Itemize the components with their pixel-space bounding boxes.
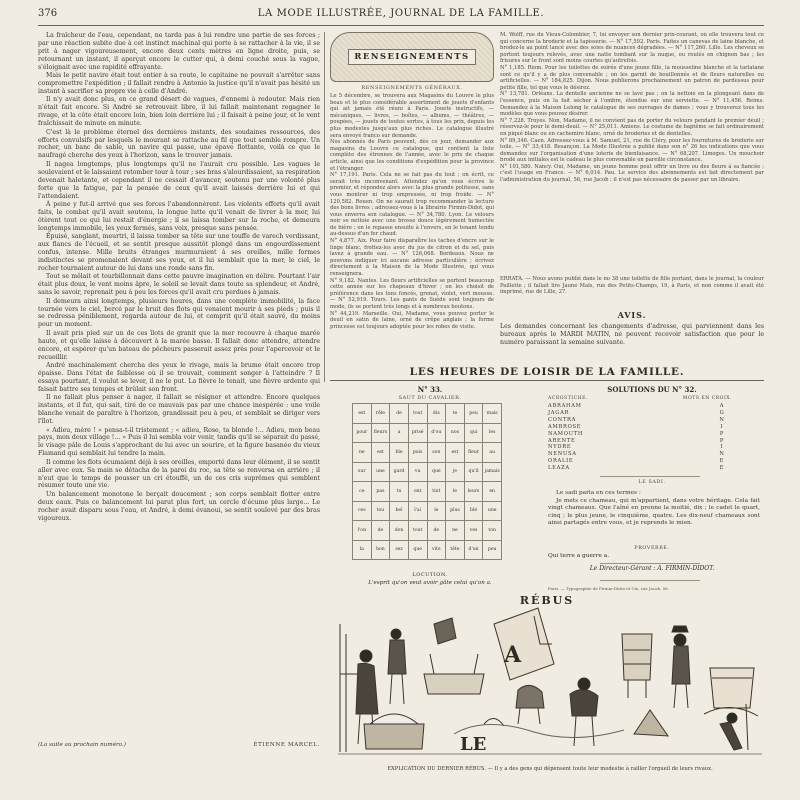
- acrostic-word: LEAZA: [548, 465, 570, 472]
- acrostic-word: NYDRE: [548, 444, 572, 451]
- proverbe-text: Qui terre a guerre a.: [548, 553, 610, 559]
- rebus-sketch: [727, 713, 737, 723]
- grid-cell: est: [371, 443, 390, 463]
- grid-row: [353, 521, 502, 541]
- rebus-sketch: [592, 716, 594, 746]
- cross-letter: P: [719, 430, 725, 437]
- acrostic-row: [548, 444, 762, 451]
- story-paragraph: La fraîcheur de l'eau, cependant, ne tarda pas à lui rendre une partie de ses forces ; par une réaction subite due à cet instinct machinal qui porte à se rattacher à la vie, il se prit à nager vigoureusement, encore deux cents mètres en ligne droite, puis, se retournant un instant, il aperçut encore le cutter qui, à demi couché sous la vague, s'éloignait avec une rapidité effrayante.: [38, 32, 320, 71]
- grid-cell: pas: [371, 482, 390, 502]
- story-paragraph: André machinalement chercha des yeux le rivage, mais la brume était encore trop épaisse. Dans l'état de faiblesse où il se trouvait, comment songer à l'atteindre ? Il essaya pourtant, il voulut se lever, il ne le put. La fièvre le tenait, une fièvre ardente qui faisait battre ses tempes et brûlait son front.: [38, 362, 320, 393]
- grid-cell: te: [446, 404, 465, 424]
- grid-cell: prisé: [408, 423, 427, 443]
- grid-cell: vite: [427, 540, 446, 560]
- grid-cell: une: [483, 501, 502, 521]
- grid-cell: l'on: [353, 521, 372, 541]
- section-rule: [330, 380, 764, 381]
- solutions-title: SOLUTIONS DU N° 32.: [607, 385, 697, 394]
- renseignements-subtitle: RENSEIGNEMENTS GÉNÉRAUX.: [361, 85, 463, 91]
- grid-cell: son: [427, 443, 446, 463]
- grid-cell: puis: [408, 443, 427, 463]
- rebus-sketch: [358, 714, 360, 744]
- renseignements-banner: [330, 32, 494, 82]
- grid-cell: en: [483, 482, 502, 502]
- renseignements-paragraph: M. Wolff, rue du Vieux-Colombier, 7, lui envoyer son dernier prix-courant, où elle trouvera tout ce qui concerne la broderie et la tapisserie. — N° 17,592. Paris. Faites un canevas de laine blanche, et brodez-le au point lancé avec des soies de nuances dégradées. — N° 117,260. Lille. Les cheveux se portent toujours relevés, avec une natte tombant sur la nuque, ou roulés en chignon bas ; les frisures sur le front sont moins courtes qu'autrefois.: [500, 32, 764, 65]
- saut-cavalier-title: SAUT DU CAVALIER.: [398, 395, 462, 401]
- acrostic-word: ORALIE: [548, 458, 574, 465]
- grid-cell: la: [353, 540, 372, 560]
- rebus-sketch: [674, 684, 676, 708]
- rebus-title: RÉBUS: [519, 594, 575, 607]
- avis-title: AVIS.: [617, 310, 647, 320]
- proverbe-title: PROVERBE.: [634, 546, 670, 551]
- acrostic-word: CONTRA: [548, 416, 577, 423]
- rebus-sketch: [672, 626, 688, 632]
- grid-cell: peu: [483, 540, 502, 560]
- rebus-sketch: [516, 685, 544, 708]
- grid-cell: tête: [446, 540, 465, 560]
- renseignements-paragraph: N° 101,580. Nancy. Oui, Madame, un jeune homme peut offrir un livre ou des fleurs à sa fiancée ; c'est l'usage en France. — N° 6,014. Pau. Le service des abonnements est fait directement par l'administration du journal, 56, rue Jacob ; il n'est pas nécessaire de passer par un libraire.: [500, 163, 764, 184]
- grid-cell: sur: [353, 462, 372, 482]
- grid-cell: les: [483, 423, 502, 443]
- grid-cell: ne: [353, 443, 372, 463]
- story-paragraph: Un balancement monotone le berçait doucement ; son corps semblait flotter entre deux eaux. Puis ce balancement lui parut plus fort, un cercle d'écume plus large... Le rocher avait disparu sous l'eau, et André, à demi évanoui, se sentit soulevé par des bras vigoureux.: [38, 490, 320, 522]
- story-paragraph: Il comme les flots écumaient déjà à ses oreilles, emporté dans leur élément, il se sentit aller avec eux. Sa main se détacha de la paroi du roc, sa tête se renversa en arrière ; il n'eut que le temps de pousser un cri étouffé, un de ces cris suprêmes qui semblent résumer toute une vie.: [38, 458, 320, 490]
- rebus-sketch: [720, 722, 742, 750]
- rebus-sketch: [430, 654, 434, 674]
- grid-cell: jamais: [483, 462, 502, 482]
- sadi-title: LE SADI.: [638, 480, 666, 485]
- grid-cell: don: [390, 521, 409, 541]
- rebus-sketch: [622, 634, 652, 680]
- rebus-sketch: [578, 678, 590, 690]
- grid-cell: est: [446, 443, 465, 463]
- sadi-text: [548, 490, 760, 528]
- cross-letter: N: [719, 451, 725, 458]
- separator: [600, 563, 700, 564]
- story-paragraph: Tout se mêlait et tourbillonnait dans cette pauvre imagination en délire. Pourtant l'air était plus doux, le vent moins âpre, le soleil se levait dans toute sa splendeur, et André, sans le savoir, reprenait peu à peu les forces qu'il avait cru perdues à jamais.: [38, 273, 320, 297]
- grid-cell: tout: [408, 404, 427, 424]
- acrostic-row: [548, 424, 762, 431]
- renseignements-paragraph: Nos abonnés de Paris peuvent, dès ce jour, demander aux magasins du Louvre ce catalogue, qui contient la liste complète des étrennes de l'année, avec le prix de chaque article, ainsi que les conditions d'expédition pour la province et l'étranger.: [330, 139, 494, 172]
- acrostic-row: [548, 458, 762, 465]
- grid-cell: plus: [446, 501, 465, 521]
- grid-cell: de: [371, 521, 390, 541]
- rebus-sketch: [474, 654, 478, 674]
- cross-letter: N: [719, 416, 725, 423]
- grid-row: [353, 423, 502, 443]
- grid-cell: ces: [353, 501, 372, 521]
- grid-cell: au: [483, 443, 502, 463]
- rebus-sketch: [390, 674, 392, 704]
- rebus-sketch: [402, 674, 404, 704]
- cross-letter: G: [719, 409, 725, 416]
- renseignements-paragraph: N° 9,182. Nantes. Les fleurs artificielles se portent beaucoup cette année sur les chapeaux d'hiver ; on les choisit de préférence dans les tons foncés, grenat, violet, vert mousse. — N° 52,919. Tours. Les gants de Suède sont toujours de mode, ils se portent très longs et à nombreux boutons.: [330, 277, 494, 310]
- grid-cell: a: [390, 423, 409, 443]
- grid-cell: bon: [371, 540, 390, 560]
- acrostic-row: [548, 403, 762, 410]
- grid-cell: vu: [408, 462, 427, 482]
- renseignements-column: [330, 32, 494, 376]
- locution-title: LOCUTION.: [412, 572, 448, 578]
- rebus-letter-a: A: [504, 642, 522, 668]
- cross-letter: E: [719, 465, 725, 472]
- avis-block: [500, 310, 764, 347]
- grid-cell: je: [446, 462, 465, 482]
- rebus-sketch: [388, 640, 406, 674]
- grid-cell: nos: [446, 423, 465, 443]
- rebus-sketch: [364, 724, 424, 749]
- rebus-explication: EXPLICATION DU DERNIER RÉBUS. — Il y a des gens qui dépensent toute leur modestie à railler l'orgueil de leurs rivaux.: [387, 766, 713, 772]
- acrostic-header-right: MOTS EN CROIX.: [682, 396, 732, 401]
- grid-cell: tout: [408, 521, 427, 541]
- renseignements-paragraph: N° 89,346. Caen. Adressez-vous à M. Samuel, 21, rue de Cléry, pour les fournitures de broderie sur toile. — N° 33,418. Besançon. La Mode Illustrée a publié dans son n° 26 les indications que vous demandez sur l'organisation d'une loterie de bienfaisance. — N° 68,207. Limoges. Un mouchoir brodé aux initiales est le cadeau le plus convenable en pareille circonstance.: [500, 137, 764, 164]
- story-paragraph: Il avait pris pied sur un de ces îlots de granit que la mer recouvre à chaque marée haute, et qu'elle laisse à découvert à la marée basse. Il fallait donc attendre, attendre encore, et espérer qu'un bateau de pêcheurs passerait assez près pour l'apercevoir et le recueillir.: [38, 329, 320, 361]
- grid-cell: ton: [483, 521, 502, 541]
- renseignements-title: RENSEIGNEMENTS: [348, 49, 475, 65]
- grid-cell: tou: [371, 501, 390, 521]
- acrostic-header: [548, 396, 762, 401]
- grid-row: [353, 404, 502, 424]
- story-paragraph: Il demeura ainsi longtemps, plusieurs heures, dans une complète immobilité, la face tournée vers le ciel, bercé par le bruit des flots qui venaient mourir à ses pieds ; puis il se redressa péniblement, regarda autour de lui, et comprit qu'il était sauvé, du moins pour un moment.: [38, 297, 320, 329]
- cross-letter: A: [719, 403, 725, 409]
- continued-note: (La suite au prochain numéro.): [38, 742, 126, 748]
- acrostic-word: NAMOUTH: [548, 430, 584, 437]
- grid-cell: une: [371, 462, 390, 482]
- rebus-sketch: [710, 668, 754, 708]
- acrostic-row: [548, 410, 762, 417]
- cross-letter: I: [720, 444, 724, 451]
- grid-cell: l'ai: [408, 501, 427, 521]
- journal-title: LA MODE ILLUSTRÉE, JOURNAL DE LA FAMILLE.: [257, 8, 545, 19]
- knight-tour-grid: [352, 403, 502, 560]
- printer-line: Paris. — Typographie de Firmin-Didot et Cie, rue Jacob, 56.: [548, 586, 669, 591]
- grid-cell: de: [390, 404, 409, 424]
- acrostic-header-left: ACROSTICHE.: [548, 396, 588, 401]
- acrostic-word: ABRAHAM: [548, 403, 582, 409]
- renseignements-text: [330, 93, 494, 330]
- grid-row: [353, 482, 502, 502]
- grid-cell: sez: [390, 540, 409, 560]
- grid-cell: gard: [390, 462, 409, 482]
- acrostic-word: NENUSA: [548, 451, 577, 458]
- rebus-sketch: [570, 689, 598, 716]
- grid-cell: dis: [427, 404, 446, 424]
- grid-row: [353, 443, 502, 463]
- grid-cell: blé: [464, 501, 483, 521]
- grid-cell: le: [427, 501, 446, 521]
- rebus-sketch: [424, 674, 484, 694]
- acrostic-row: [548, 431, 762, 438]
- grid-cell: fleur: [464, 443, 483, 463]
- grid-row: [353, 540, 502, 560]
- story-paragraph: « Adieu, mère ! » pensa-t-il tristement ; « adieu, Rose, ta blonde !... Adieu, mon beau pays, mon doux village !... » Puis il lui sembla voir venir, tandis qu'il se séparait du passé, le visage pâle de Louis s'approchant de lui avec un sourire, et la figure basanée du vieux Flamand qui semblait lui tendre la main.: [38, 426, 320, 458]
- grid-cell: que: [408, 540, 427, 560]
- rebus-illustration: [334, 604, 766, 764]
- acrostic-row: [548, 465, 762, 472]
- cross-letter: P: [719, 437, 725, 444]
- rebus-letters-le: LE: [460, 734, 487, 755]
- errata-notice: ERRATA. — Nous avons publié dans le no 38 une toilette de fille portant, dans le journal, la couleur Paillette ; il fallait lire Jaune Maïs, rue des Petits-Champs, 19, à Paris, et non comme il avait été imprimé, rue de Lille, 27.: [500, 276, 764, 296]
- grid-cell: mais: [483, 404, 502, 424]
- rebus-sketch: [674, 634, 686, 646]
- rebus-sketch: [634, 710, 668, 736]
- rebus-sketch: [370, 714, 418, 724]
- acrostic-word: JAGAR: [548, 409, 570, 416]
- grid-cell: ce: [353, 482, 372, 502]
- renseignements-paragraph: N° 13,781. Orléans. La dentelle ancienne ne se lave pas ; on la nettoie en la plongeant dans de l'essence, puis on la fait sécher à l'ombre, étendue sur une serviette. — N° 11,456. Reims. Demandez à la Maison Lelong le catalogue de ses ouvrages de dames ; vous y trouverez tous les modèles que vous pouvez désirer.: [500, 91, 764, 118]
- story-paragraph: Il nagea longtemps, plus longtemps qu'il ne l'aurait cru possible. Les vagues le soulevaient et le laissaient retomber tour à tour ; ses bras s'alourdissaient, sa respiration devenait haletante, et cependant il ne cessait d'avancer, soutenu par une volonté plus forte que la fatigue, par la pensée de ceux qu'il avait laissés derrière lui et qui l'attendaient.: [38, 160, 320, 200]
- renseignements-paragraph: N° 1,185. Riom. Pour les toilettes de soirée d'une jeune fille, la mousseline blanche et la tarlatane sont ce qu'il y a de plus convenable ; on les garnit de bouillonnés et de fleurs naturelles ou artificielles. — N° 184,825. Dijon. Nous publierons prochainement un patron de pardessus pour petite fille, tel que vous le désirez.: [500, 64, 764, 91]
- separator: [600, 476, 700, 477]
- grid-row: [353, 462, 502, 482]
- acrostic-rows: [548, 403, 762, 472]
- story-paragraph: À peine y fut-il arrivé que ses forces l'abandonnèrent. Les violents efforts qu'il avait faits, le combat qu'il avait soutenu, la longue lutte qu'il venait de livrer à la mer, lui ôtèrent tout ce qui lui restait d'énergie ; il se laissa tomber sur la roche, et demeura longtemps immobile, les yeux fermés, sans voix, presque sans pensée.: [38, 201, 320, 232]
- rebus-sketch: [434, 618, 456, 644]
- story-paragraph: Épuisé, sanglant, meurtri, il laissa tomber sa tête sur une touffe de varech verdissant, aux flancs de l'écueil, et se sentit presque aussitôt plongé dans un engourdissement confus, intense. Mille bruits étranges murmuraient à ses oreilles, mille formes indistinctes se promenaient devant ses yeux, et il lui semblait que la mer, le ciel, le rocher tournaient autour de lui dans une ronde sans fin.: [38, 233, 320, 272]
- cross-letter: I: [720, 423, 724, 430]
- grid-cell: tint: [427, 482, 446, 502]
- rebus-sketch: [360, 650, 372, 662]
- director-signature: Le Directeur-Gérant : A. FIRMIN-DIDOT.: [589, 565, 715, 572]
- feuilleton-story: [38, 32, 320, 756]
- story-paragraph: Il n'y avait donc plus, en ce grand désert de vagues, d'ennemi à redouter. Mais rien n'était fait encore. Si André se retrouvait libre, il lui fallait maintenant regagner le rivage, et la côte était encore loin, bien loin derrière lui ; il faisait à peine jour, et le vent fraîchissait de minute en minute.: [38, 96, 320, 128]
- story-paragraph: C'est là le problème éternel des dernières instants, des soudaines ressources, des efforts convulsifs par lesquels le mourant se rattache au fil que tout semble rompre. Un rocher, un banc de sable, un navire qui passe, une épave flottante, voilà ce que le naufragé cherche des yeux à l'horizon, sans le trouver jamais.: [38, 128, 320, 160]
- renseignements-paragraph: N° 7,228. Troyes. Non, Madame, il ne convient pas de porter du velours pendant le premier deuil ; réservez-le pour le demi-deuil. — N° 25,011. Amiens. Le costume de baptême se fait ordinairement en piqué blanc ou en cachemire blanc, orné de broderies et de dentelles.: [500, 117, 764, 137]
- grid-cell: leurs: [464, 482, 483, 502]
- rebus-sketch: [356, 663, 378, 714]
- rebus-sketch: [686, 684, 688, 708]
- rebus-sketch: [391, 629, 401, 639]
- grid-cell: d'un: [464, 540, 483, 560]
- grid-cell: ne: [446, 521, 465, 541]
- renseignements-paragraph: N° 17,191. Paris. Cela ne se fait pas du tout ; on écrit, ce serait très inconvenant. Attendez qu'on vous écrive le premier, et répondez alors avec la plus grande politesse, sans vous montrer ni trop empressée, ni trop froide. — N° 120,582. Rouen. On ne saurait trop recommander la lecture des bons livres ; adressez-vous à la librairie Firmin-Didot, qui vous enverra son catalogue. — N° 34,780. Lyon. Le velours noir se nettoie avec une brosse douce légèrement humectée de bière ; on le repasse ensuite à l'envers, en le tenant tendu au-dessus d'un fer chaud.: [330, 172, 494, 238]
- grid-cell: que: [427, 462, 446, 482]
- grid-cell: pour: [353, 423, 372, 443]
- acrostic-row: [548, 451, 762, 458]
- grid-cell: ble: [390, 443, 409, 463]
- column-divider: [324, 32, 325, 382]
- renseignements-paragraph: N° 4,877. Aix. Pour faire disparaître les taches d'encre sur le linge blanc, frottez-les avec du jus de citron et du sel, puis lavez à grande eau. — N° 126,068. Bordeaux. Nous ne pouvons indiquer ici aucune adresse particulière ; écrivez directement à la Maison de la Mode Illustrée, qui vous renseignera.: [330, 238, 494, 278]
- grid-cell: de: [427, 521, 446, 541]
- acrostic-word: ARENTE: [548, 437, 576, 444]
- rebus-sketch: [574, 716, 576, 746]
- acrostic-row: [548, 417, 762, 424]
- rebus-sketch: [518, 708, 520, 724]
- avis-text: Les demandes concernant les changements d'adresse, qui parviennent dans les bureaux après le MARDI MATIN, ne peuvent recevoir satisfaction que pour le numéro paraissant la semaine suivante.: [500, 323, 764, 346]
- grid-cell: le: [446, 482, 465, 502]
- story-paragraph: Il ne fallait plus penser à nager, il fallait se résigner et attendre. Encore quelques instants, et il fut, qui sait, tiré de ce mauvais pas par une chance inespérée : une voile blanche venait de paraître à l'horizon, grandissait peu à peu, et semblait se diriger vers l'îlot.: [38, 394, 320, 426]
- locution-text: L'esprit qu'on veut avoir gâte celui qu'on a.: [368, 580, 492, 586]
- grid-cell: tu: [390, 482, 409, 502]
- acrostic-row: [548, 438, 762, 445]
- page-number: 376: [38, 8, 58, 19]
- grid-row: [353, 501, 502, 521]
- grid-cell: qu'il: [464, 462, 483, 482]
- separator: [600, 580, 700, 581]
- grid-cell: peu: [464, 404, 483, 424]
- grid-cell: bel: [390, 501, 409, 521]
- grid-cell: ves: [464, 521, 483, 541]
- rebus-sketch: [538, 708, 540, 724]
- grid-cell: qui: [464, 423, 483, 443]
- author-signature: ÉTIENNE MARCEL.: [253, 742, 320, 748]
- grid-cell: ont: [408, 482, 427, 502]
- acrostic-solution: [548, 396, 762, 472]
- acrostic-word: AMBROSE: [548, 423, 582, 430]
- heures-loisir-title: LES HEURES DE LOISIR DE LA FAMILLE.: [409, 366, 685, 378]
- puzzle-number: N° 33.: [417, 385, 443, 394]
- rebus-sketch: [672, 646, 690, 684]
- cross-letter: E: [719, 458, 725, 465]
- page-header: [38, 8, 764, 26]
- grid-cell: fleurs: [371, 423, 390, 443]
- sadi-paragraph: Je mets ce chameau, qui m'appartient, dans votre héritage. Cela fait vingt chameaux. Que l'aîné en prenne la moitié, dix ; le cadet le quart, cinq ; le plus jeune, le cinquième, quatre. Les dix-neuf chameaux sont ainsi partagés entre vous, et je reprends le mien.: [548, 498, 760, 526]
- grid-cell: d'ou: [427, 423, 446, 443]
- renseignements-paragraph: Le 5 décembre, se trouvera aux Magasins du Louvre le plus beau et le plus considérable assortiment de jouets d'enfants qui ait jamais été réuni à Paris. Jouets instructifs, — mécaniques, — livres, — boîtes, — albums, — théâtres, — poupées, — jouets de toutes sortes, à tous les prix, depuis les plus modestes jusqu'aux plus riches. Le catalogue illustré sera envoyé franco sur demande.: [330, 93, 494, 139]
- renseignements-paragraph: N° 44,219. Marseille. Oui, Madame, vous pouvez porter le deuil en satin de laine, orné de crêpe anglais ; la forme princesse est toujours adoptée pour les robes de visite.: [330, 310, 494, 330]
- sadi-paragraph: Le sadi parla en ces termes :: [556, 490, 641, 496]
- story-paragraph: Mais le petit navire était tout entier à sa route, le capitaine ne pouvait s'arrêter sans compromettre l'expédition ; il fallait rendre à Antonio la justice qu'il n'avait pas hésité un instant à sacrifier sa propre vie à celle d'André.: [38, 72, 320, 95]
- grid-cell: rêle: [371, 404, 390, 424]
- grid-cell: est: [353, 404, 372, 424]
